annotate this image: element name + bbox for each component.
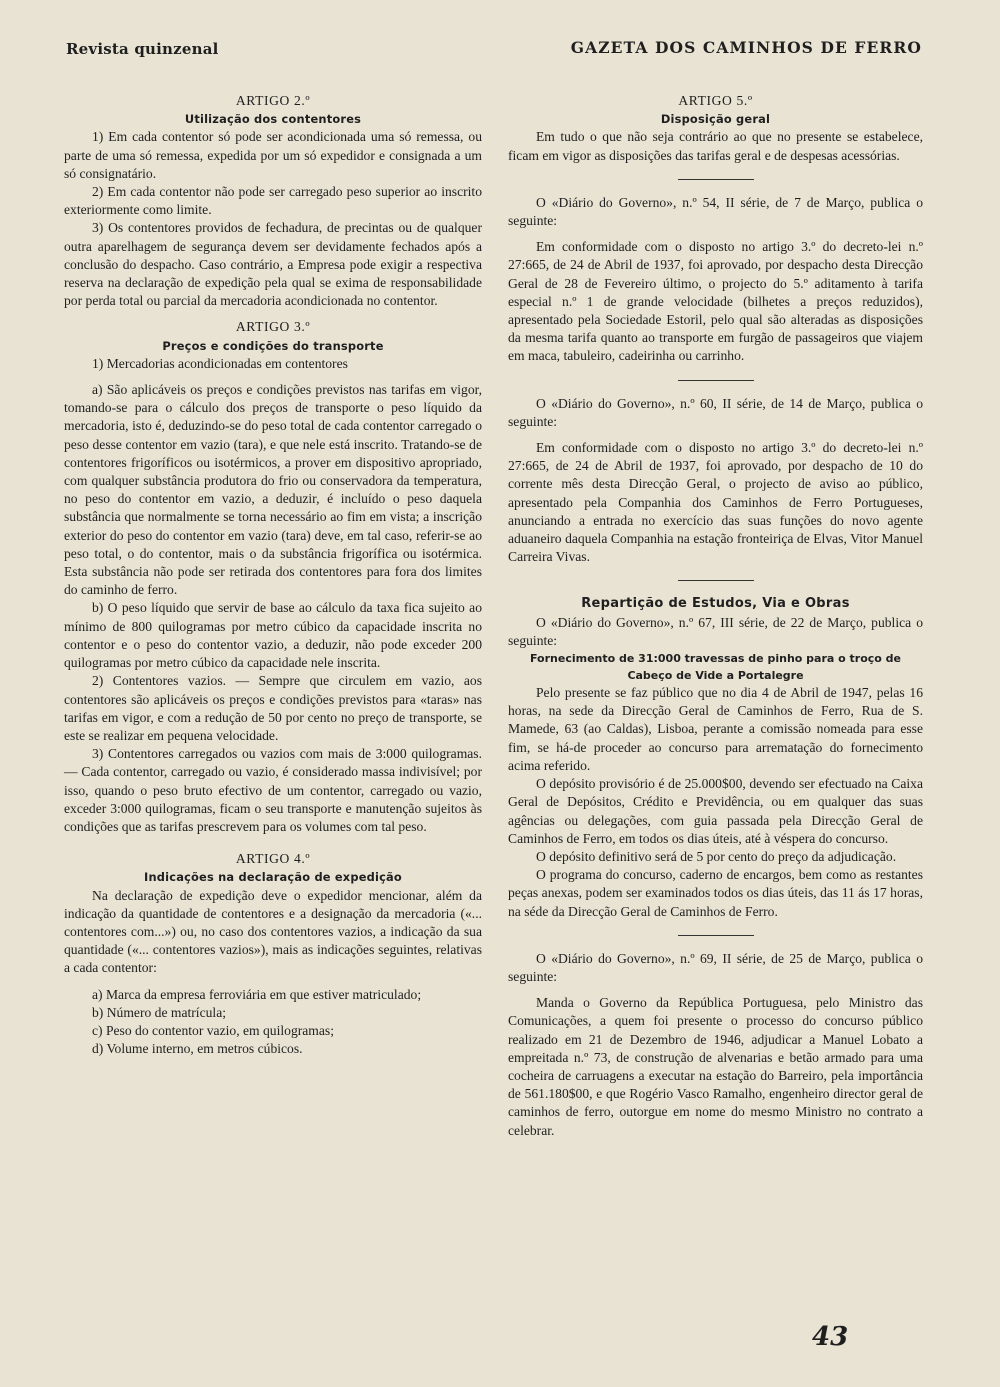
paragraph: O depósito definitivo será de 5 por cento do preço da adjudicação. [536,848,897,864]
left-column [64,92,482,1058]
page-number: 43 [812,1322,849,1352]
article-4-title: ARTIGO 4.º [235,851,311,867]
article-2-subtitle: Utilização dos contentores [184,112,362,127]
paragraph: Manda o Governo da República Portuguesa, pelo Ministro das Comunicações, a quem foi presente o processo do concurso público realizado em 21 de Dezembro de 1946, adjudicar a Manuel Lobato a empreitada n.º 73, de construção de alvenarias e betão armado para uma cocheira de carruagens a executar na estação do Barreiro, pela importância de 561.180$00, e que Rogério Vasco Ramalho, engenheiro director geral de caminhos de ferro, outorgue em nome do mesmo Ministro no contrato a celebrar. [508,995,923,1138]
section-title: Repartição de Estudos, Via e Obras [581,596,850,612]
notice-heading: Fornecimento de 31:000 travessas de pinho para o troço de Cabeço de Vide a Portalegre [529,652,902,683]
paragraph: 1) Mercadorias acondicionadas em contentores [92,355,348,371]
paragraph: 1) Em cada contentor só pode ser acondicionada uma só remessa, ou parte de uma só remessa, expedida por um só expedidor e consignada a um só consignatário. [64,129,482,181]
paragraph: O programa do concurso, caderno de encargos, bem como as restantes peças anexas, podem ser examinados todos os dias úteis, das 11 ás 17 horas, na séde da Direcção Geral de Caminhos de Ferro. [508,867,923,919]
article-5-subtitle: Disposição geral [660,112,771,127]
paragraph: Em conformidade com o disposto no artigo 3.º do decreto-lei n.º 27:665, de 24 de Abril de 1937, foi aprovado, por despacho de 10 do corrente mês desta Direcção Geral, o projecto de aviso ao público, apresentado pela Companhia dos Caminhos de Ferro Portugueses, anunciando a entrada no exercício das suas funções do novo agente aduaneiro daquela Companhia na estação fronteiriça de Elvas, Vitor Manuel Carreira Vivas. [508,440,923,565]
paragraph: Em tudo o que não seja contrário ao que no presente se estabelece, ficam em vigor as disposições das tarifas geral e de despesas acessórias. [508,129,923,163]
paragraph: 3) Contentores carregados ou vazios com mais de 3:000 quilogramas. — Cada contentor, carregado ou vazio, é considerado massa indivisível; por isso, quando o peso bruto efectivo de um contentor, carregado ou vazio, exceder 3:000 quilogramas, ficam o seu transporte e manutenção sujeitos às condições que as tarifas prescrevem para os volumes com tal peso. [64,746,482,834]
paragraph: O «Diário do Governo», n.º 60, II série, de 14 de Março, publica o seguinte: [508,395,923,429]
paragraph: a) São aplicáveis os preços e condições previstos nas tarifas em vigor, tomando-se para o cálculo dos preços de transporte o peso líquido da mercadoria, isto é, deduzindo-se do peso total de cada contentor carregado o peso desse contentor em vazio (tara), e que nele está inscrito. Tratando-se de contentores frigoríficos ou isotérmicos, a prover em dispositivo apropriado, com qualquer substância produtora do frio ou conservadora da temperatura, no peso do contentor em vazio, a deduzir, é incluído o peso daquela substância que normalmente se torna necessário ao fim em vista; a inscrição exterior do peso do contentor em vazio (tara) deve, em tal caso, referir-se ao peso total, o do contentor, mais o da substância frigorífica ou isotérmica. Esta substância não pode ser retirada dos contentores para fora dos limites do caminho de ferro. [64,382,482,598]
running-header-right: GAZETA DOS CAMINHOS DE FERRO [570,38,922,57]
paragraph: b) O peso líquido que servir de base ao cálculo da taxa fica sujeito ao mínimo de 800 quilogramas por metro cúbico da capacidade inscrita no contentor e o peso do contentor vazio, a deduzir, não pode exceder 200 quilogramas por metro cúbico da capacidade nele inscrita. [64,600,482,671]
paragraph: O «Diário do Governo», n.º 69, II série, de 25 de Março, publica o seguinte: [508,950,923,984]
list-item: d) Volume interno, em metros cúbicos. [92,1041,303,1057]
article-4-list [92,986,482,1059]
article-3-title: ARTIGO 3.º [235,319,311,335]
right-column [508,92,923,1140]
running-header-left: Revista quinzenal [66,40,219,58]
paragraph: O depósito provisório é de 25.000$00, devendo ser efectuado na Caixa Geral de Depósitos, Crédito e Previdência, ou em qualquer das suas agências ou delegações, com guia passada pela Direcção Geral de Caminhos de Ferro, em todos os dias úteis, até à véspera do concurso. [508,776,923,846]
paragraph: 2) Contentores vazios. — Sempre que circulem em vazio, aos contentores são aplicáveis os preços e condições previstos para «taras» nas tarifas em vigor, e com a redução de 50 por cento no preço de transporte, se este se realizar em pequena velocidade. [64,673,482,743]
section-divider [678,179,754,180]
paragraph: O «Diário do Governo», n.º 67, III série, de 22 de Março, publica o seguinte: [508,614,923,648]
list-item: b) Número de matrícula; [92,1004,226,1020]
article-5-title: ARTIGO 5.º [678,93,753,108]
list-item: c) Peso do contentor vazio, em quilogramas; [92,1022,334,1038]
section-divider [678,380,754,381]
article-2-title: ARTIGO 2.º [235,93,311,108]
section-divider [678,935,754,936]
article-3-subtitle: Preços e condições do transporte [162,338,384,353]
list-item: a) Marca da empresa ferroviária em que estiver matriculado; [92,986,422,1002]
paragraph: O «Diário do Governo», n.º 54, II série, de 7 de Março, publica o seguinte: [508,194,923,229]
paragraph: 3) Os contentores providos de fechadura, de precintas ou de qualquer outra aparelhagem de segurança devem ser devidamente fechados após a conclusão do despacho. Caso contrário, a Empresa pode exigir a respectiva reserva na declaração de expedição pela qual se exima de responsabilidade por perda total ou parcial da mercadoria acondicionada no contentor. [64,220,482,309]
paragraph: Em conformidade com o disposto no artigo 3.º do decreto-lei n.º 27:665, de 24 de Abril de 1937, foi aprovado, por despacho desta Direcção Geral de 28 de Fevereiro último, o projecto do 5.º aditamento à tarifa especial n.º 1 de grande velocidade (bilhetes a preços reduzidos), apresentado pela Sociedade Estoril, pelo qual são alteradas as disposições da mesma tarifa quanto ao transporte em furgão de passageiros que viajem em maca, tabuleiro, cadeirinha ou carrinho. [508,239,923,364]
paragraph: 2) Em cada contentor não pode ser carregado peso superior ao inscrito exteriormente como limite. [64,184,482,218]
paragraph: Pelo presente se faz público que no dia 4 de Abril de 1947, pelas 16 horas, na sede da Direcção Geral de Caminhos de Ferro, Rua de S. Mamede, 63 (ao Caldas), Lisboa, perante a comissão nomeada para esse fim, se há-de proceder ao concurso para arrematação do fornecimento acima referido. [508,685,923,773]
paragraph: Na declaração de expedição deve o expedidor mencionar, além da indicação da quantidade de contentores e a designação da mercadoria («... contentores com...») ou, no caso dos contentores vazios, a indicação da sua quantidade («... contentores vazios»), mais as indicações seguintes, relativas a cada contentor: [64,887,482,976]
article-4-subtitle: Indicações na declaração de expedição [144,870,402,885]
section-divider [678,580,754,581]
